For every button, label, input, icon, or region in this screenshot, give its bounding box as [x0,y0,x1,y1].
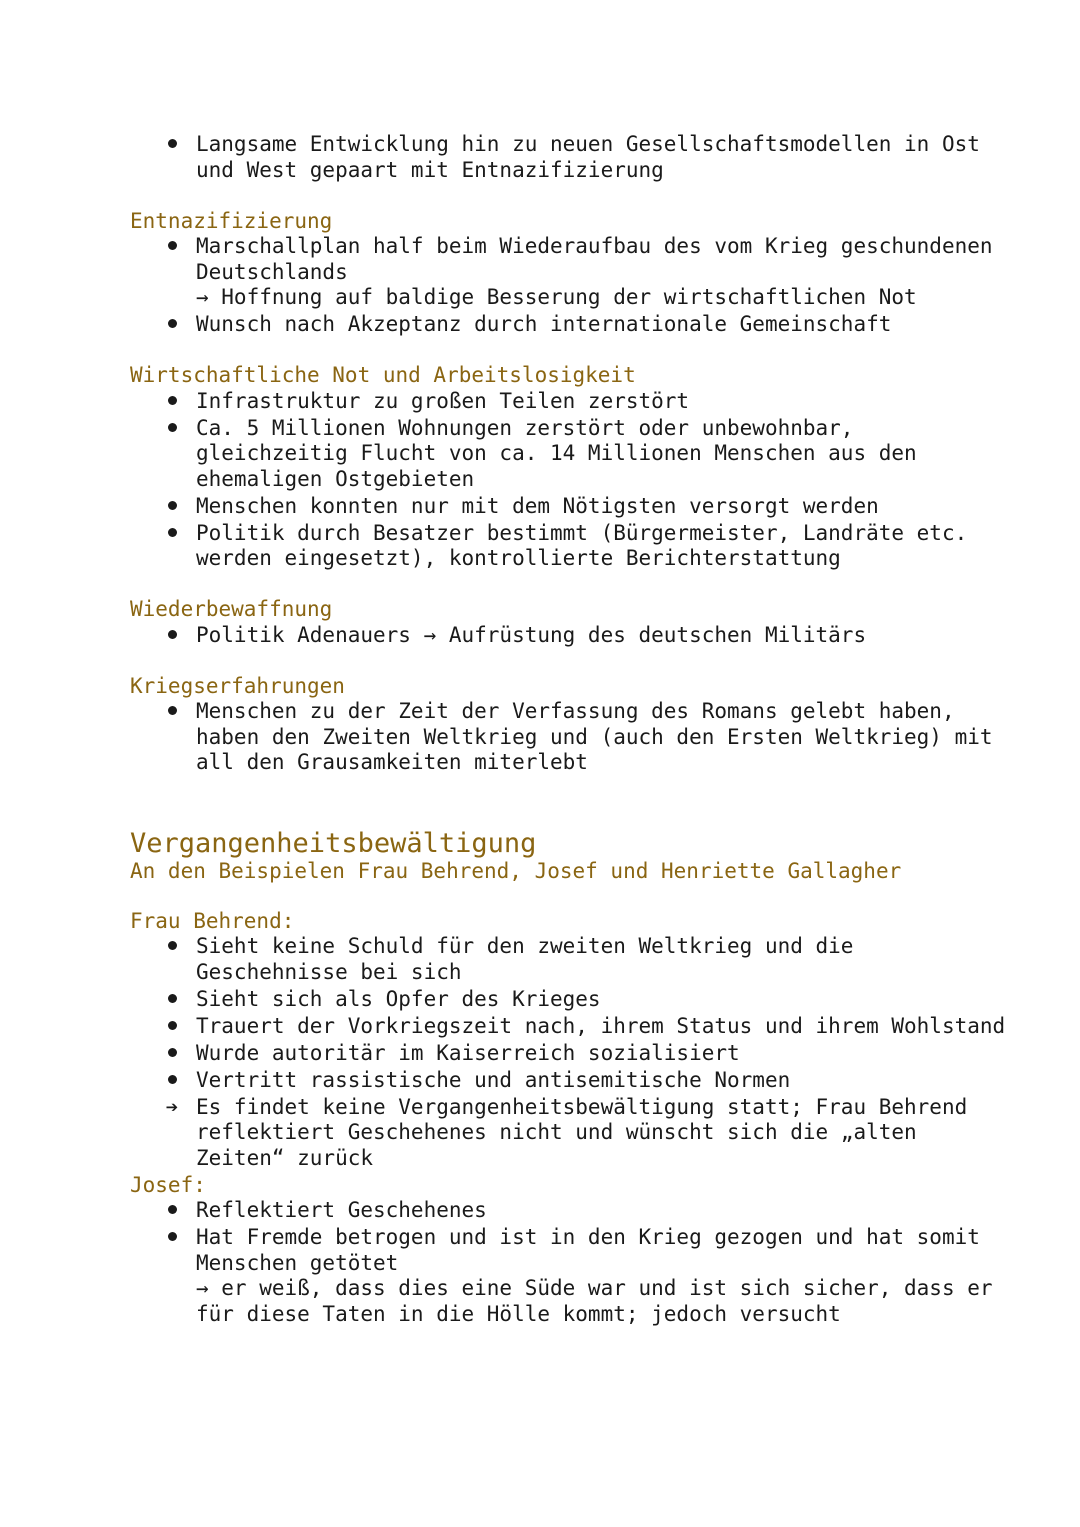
list-item [130,389,1010,415]
bullet-icon [162,1225,182,1251]
list-item-subtext: → er weiß, dass dies eine Süde war und ist sich sicher, dass er für diese Taten in die Hölle kommt; jedoch versucht [196,1276,993,1326]
list-item [130,312,1010,338]
intro-list [130,132,1010,183]
section-heading-behrend: Frau Behrend: [130,908,295,933]
list-item [130,1041,1010,1067]
list-item-text: Sieht keine Schuld für den zweiten Weltkrieg und die Geschehnisse bei sich [196,934,854,984]
arrow-right-icon: ➔ [165,1094,179,1119]
wirtschaft-list [130,389,1010,572]
list-item [130,699,1010,776]
section-heading-wiederbewaffnung: Wiederbewaffnung [130,597,333,621]
list-item-text: Menschen zu der Zeit der Verfassung des Romans gelebt haben, haben den Zweiten Weltkrieg und (auch den Ersten Weltkrieg) mit all den Grausamkeiten miterlebt [196,699,993,774]
bullet-icon [162,699,182,725]
list-item [130,132,1010,183]
bullet-icon [162,623,182,649]
bullet-icon [162,1041,182,1067]
list-item-text: Marschallplan half beim Wiederaufbau des vom Krieg geschundenen Deutschlands [196,234,993,284]
bullet-icon [162,389,182,415]
list-item-text: Sieht sich als Opfer des Krieges [196,986,601,1011]
list-item-text: Politik durch Besatzer bestimmt (Bürgermeister, Landräte etc. werden eingesetzt), kontrollierte Berichterstattung [196,520,968,570]
list-item-text: Wurde autoritär im Kaiserreich sozialisiert [196,1040,740,1065]
list-item-text: Reflektiert Geschehenes [196,1198,487,1222]
list-item-text: Wunsch nach Akzeptanz durch internationale Gemeinschaft [196,312,892,336]
bullet-icon [162,1198,182,1224]
section-subtitle-vergangenheit: An den Beispielen Frau Behrend, Josef und Henriette Gallagher [130,859,902,883]
entnazifizierung-list [130,234,1010,338]
list-item [130,234,1010,311]
list-item-subtext: → Hoffnung auf baldige Besserung der wirtschaftlichen Not [196,285,917,309]
list-item [130,1198,1010,1224]
list-item-text: Infrastruktur zu großen Teilen zerstört [196,388,690,413]
bullet-icon [162,234,182,260]
list-item [130,1014,1010,1040]
list-item [130,623,1010,649]
list-item-text: Politik Adenauers → Aufrüstung des deutschen Militärs [196,622,867,647]
bullet-icon [162,987,182,1013]
list-item [130,934,1010,985]
list-item [130,416,1010,493]
list-item-text: Ca. 5 Millionen Wohnungen zerstört oder unbewohnbar, gleichzeitig Flucht von ca. 14 Millionen Menschen aus den ehemaligen Ostgebieten [196,415,917,491]
wiederbewaffnung-list [130,623,1010,649]
kriegserfahrungen-list [130,699,1010,776]
list-item [130,987,1010,1013]
bullet-icon [162,1014,182,1040]
document-content [130,132,1010,1329]
section-heading-wirtschaft: Wirtschaftliche Not und Arbeitslosigkeit [130,363,636,387]
bullet-icon [162,312,182,338]
list-item [130,1095,1010,1172]
list-item [130,521,1010,572]
bullet-icon [162,416,182,442]
section-heading-josef: Josef: [130,1172,206,1197]
bullet-icon [162,1068,182,1094]
list-item [130,1225,1010,1327]
josef-list [130,1198,1010,1327]
list-item-text: Trauert der Vorkriegszeit nach, ihrem Status und ihrem Wohlstand [196,1013,1006,1038]
section-title-vergangenheit: Vergangenheitsbewältigung [130,828,537,859]
list-item-text: Es findet keine Vergangenheitsbewältigung statt; Frau Behrend reflektiert Geschehenes nicht und wünscht sich die „alten Zeiten“ zurück [196,1094,968,1170]
list-item-text: Vertritt rassistische und antisemitische Normen [196,1067,791,1092]
list-item-text: Hat Fremde betrogen und ist in den Krieg gezogen und hat somit Menschen getötet [196,1225,980,1275]
list-item-text: Menschen konnten nur mit dem Nötigsten versorgt werden [196,493,879,518]
behrend-list [130,934,1010,1171]
bullet-icon [162,132,182,158]
bullet-icon [162,494,182,520]
list-item-text: Langsame Entwicklung hin zu neuen Gesellschaftsmodellen in Ost und West gepaart mit Entnazifizierung [196,132,980,182]
bullet-icon [162,934,182,960]
bullet-icon [162,521,182,547]
section-heading-kriegserfahrungen: Kriegserfahrungen [130,673,345,698]
list-item [130,1068,1010,1094]
section-heading-entnazifizierung: Entnazifizierung [130,208,333,233]
list-item [130,494,1010,520]
